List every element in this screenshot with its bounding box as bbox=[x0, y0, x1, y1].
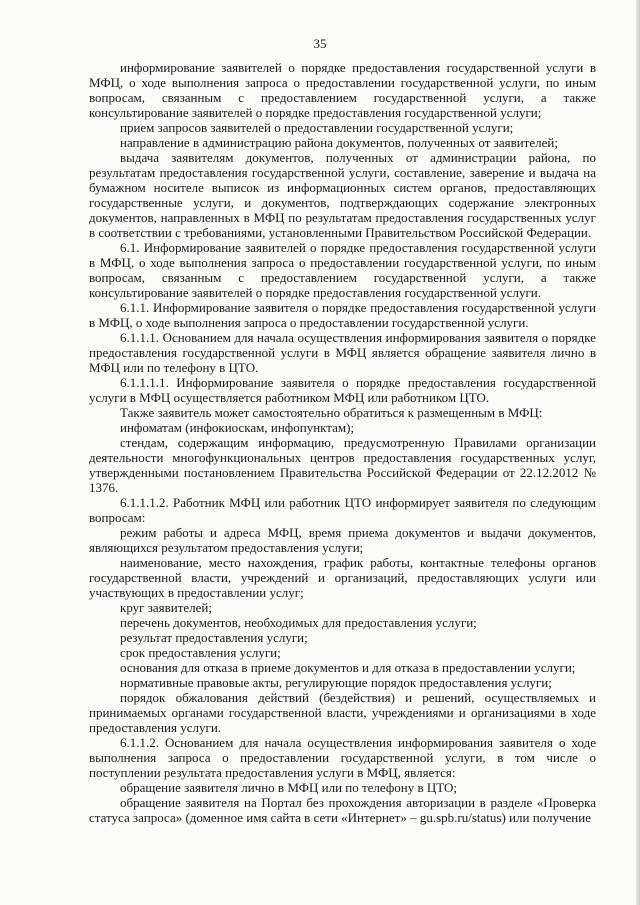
paragraph: порядок обжалования действий (бездействия) и решений, осуществляемых и принимаемых органами государственной власти, учреждениями и организациями в ходе предоставления услуги. bbox=[89, 690, 596, 735]
paragraph: информирование заявителей о порядке предоставления государственной услуги в МФЦ, о ходе выполнения запроса о предоставлении государственной услуги, по иным вопросам, связанным с предоставлением государственной услуги, а также консультирование заявителей о порядке предоставления государственной услуги; bbox=[89, 60, 596, 120]
paragraph: 6.1. Информирование заявителей о порядке предоставления государственной услуги в МФЦ, о ходе выполнения запроса о предоставлении государственной услуги, по иным вопросам, связанным с предоставлением государственной услуги, а также консультирование заявителей о порядке предоставления государственной услуги. bbox=[89, 240, 596, 300]
paragraph: срок предоставления услуги; bbox=[120, 645, 281, 660]
page-edge-shadow bbox=[636, 0, 640, 905]
paragraph: инфоматам (инфокиоскам, инфопунктам); bbox=[120, 420, 355, 435]
paragraph: наименование, место нахождения, график работы, контактные телефоны органов государственной власти, учреждений и организаций, предоставляющих услуги или участвующих в предоставлении услуг; bbox=[89, 555, 596, 600]
document-body bbox=[89, 60, 596, 825]
paragraph: прием запросов заявителей о предоставлении государственной услуги; bbox=[120, 120, 514, 135]
paragraph: 6.1.1.2. Основанием для начала осуществления информирования заявителя о ходе выполнения запроса о предоставлении государственной услуги, в том числе о поступлении результата предоставления услуги в МФЦ, является: bbox=[89, 735, 596, 780]
paragraph: результат предоставления услуги; bbox=[120, 630, 308, 645]
paragraph: круг заявителей; bbox=[120, 600, 212, 615]
paragraph: стендам, содержащим информацию, предусмотренную Правилами организации деятельности многофункциональных центров предоставления государственных услуг, утвержденными постановлением Правительства Российской Федерации от 22.12.2012 № 1376. bbox=[89, 435, 596, 495]
paragraph: направление в администрацию района документов, полученных от заявителей; bbox=[120, 135, 558, 150]
paragraph: 6.1.1. Информирование заявителя о порядке предоставления государственной услуги в МФЦ, о ходе выполнения запроса о предоставлении государственной услуги. bbox=[89, 300, 596, 330]
paragraph: основания для отказа в приеме документов и для отказа в предоставлении услуги; bbox=[120, 660, 576, 675]
paragraph: перечень документов, необходимых для предоставления услуги; bbox=[120, 615, 477, 630]
paragraph: 6.1.1.1.2. Работник МФЦ или работник ЦТО информирует заявителя по следующим вопросам: bbox=[89, 495, 596, 525]
paragraph: нормативные правовые акты, регулирующие порядок предоставления услуги; bbox=[120, 675, 552, 690]
paragraph: режим работы и адреса МФЦ, время приема документов и выдачи документов, являющихся результатом предоставления услуги; bbox=[89, 525, 596, 555]
paragraph: обращение заявителя на Портал без прохождения авторизации в разделе «Проверка статуса запроса» (доменное имя сайта в сети «Интернет» – gu.spb.ru/status) или получение bbox=[89, 795, 596, 825]
page-number: 35 bbox=[313, 36, 327, 51]
paragraph: выдача заявителям документов, полученных от администрации района, по результатам предоставления государственной услуги, составление, заверение и выдача на бумажном носителе выписок из информационных систем органов, предоставляющих государственные услуги, и документов, подтверждающих содержание электронных документов, направленных в МФЦ по результатам предоставления государственных услуг в соответствии с требованиями, установленными Правительством Российской Федерации. bbox=[89, 150, 596, 240]
paragraph: 6.1.1.1. Основанием для начала осуществления информирования заявителя о порядке предоставления государственной услуги в МФЦ является обращение заявителя лично в МФЦ или по телефону в ЦТО. bbox=[89, 330, 596, 375]
paragraph: 6.1.1.1.1. Информирование заявителя о порядке предоставления государственной услуги в МФЦ осуществляется работником МФЦ или работником ЦТО. bbox=[89, 375, 596, 405]
paragraph: обращение заявителя лично в МФЦ или по телефону в ЦТО; bbox=[120, 780, 458, 795]
paragraph: Также заявитель может самостоятельно обратиться к размещенным в МФЦ: bbox=[120, 405, 543, 420]
